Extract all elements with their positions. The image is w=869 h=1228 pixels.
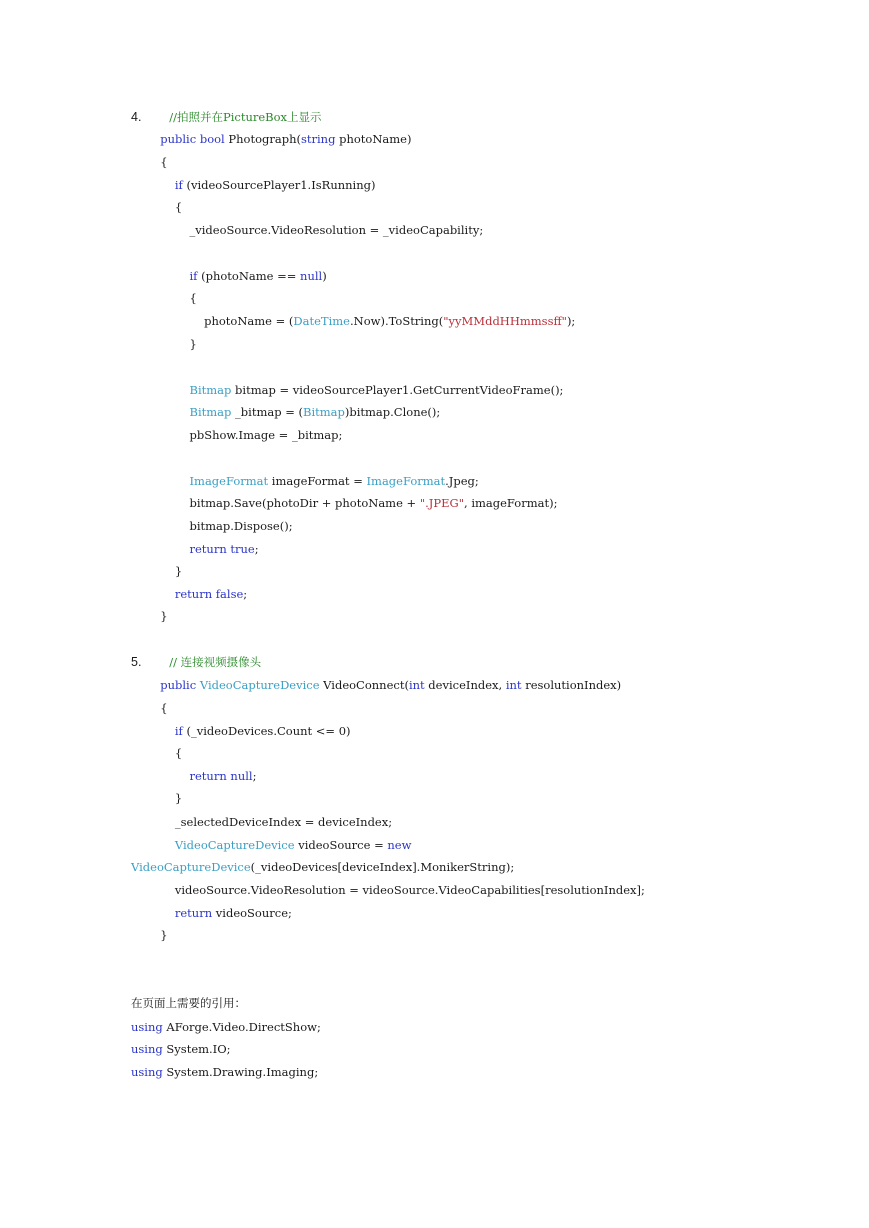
keyword-token: false	[215, 587, 244, 601]
code-text: bitmap = videoSourcePlayer1.GetCurrentVideoFrame();	[231, 383, 564, 397]
keyword-token: return	[189, 542, 227, 556]
code-text: Photograph(	[224, 132, 301, 146]
code-line	[131, 269, 327, 283]
code-text: .Now).ToString(	[349, 314, 444, 328]
type-token: VideoCaptureDevice	[199, 678, 320, 692]
keyword-token: return	[189, 769, 227, 783]
code-text	[131, 269, 190, 283]
code-line	[131, 428, 342, 442]
type-token: DateTime	[293, 314, 350, 328]
code-line	[131, 291, 197, 305]
code-text: 4.	[131, 110, 170, 124]
type-token: Bitmap	[189, 405, 232, 419]
code-text: }	[131, 337, 197, 351]
code-line	[131, 1042, 231, 1056]
code-text	[131, 724, 175, 738]
string-literal: "yyMMddHHmmssff"	[443, 314, 567, 328]
code-line	[131, 383, 563, 397]
code-text: ;	[243, 587, 248, 601]
code-text: .Jpeg;	[445, 474, 479, 488]
code-text: _videoSource.VideoResolution = _videoCapability;	[131, 223, 484, 237]
type-token: ImageFormat	[189, 474, 269, 488]
code-line	[131, 223, 483, 237]
code-line	[131, 200, 182, 214]
code-text: deviceIndex,	[424, 678, 506, 692]
comment-text: //拍照并在PictureBox上显示	[169, 110, 322, 124]
code-text: )	[322, 269, 327, 283]
string-literal: ".JPEG"	[419, 496, 465, 510]
code-line	[131, 178, 375, 192]
keyword-token: using	[131, 1042, 163, 1056]
code-line	[131, 587, 247, 601]
code-text	[131, 474, 190, 488]
code-text: {	[131, 701, 168, 715]
type-token: VideoCaptureDevice	[131, 860, 251, 874]
code-line	[131, 542, 259, 556]
code-line	[131, 314, 575, 328]
code-line	[131, 474, 479, 488]
code-line	[131, 132, 411, 146]
code-text: resolutionIndex)	[521, 678, 622, 692]
code-text: ;	[252, 769, 257, 783]
code-text: );	[566, 314, 576, 328]
keyword-token: public	[160, 678, 197, 692]
keyword-token: null	[300, 269, 323, 283]
keyword-token: if	[189, 269, 198, 283]
keyword-token: using	[131, 1065, 163, 1079]
code-line	[131, 519, 293, 533]
section-4-heading	[131, 110, 322, 124]
code-line	[131, 337, 197, 351]
code-line	[131, 769, 256, 783]
code-line	[131, 724, 351, 738]
keyword-token: true	[230, 542, 255, 556]
code-text	[131, 405, 190, 419]
type-token: Bitmap	[303, 405, 345, 419]
code-text: pbShow.Image = _bitmap;	[131, 428, 343, 442]
code-text	[131, 678, 160, 692]
code-text: 在页面上需要的引用：	[131, 996, 246, 1010]
references-intro	[131, 996, 246, 1010]
code-text: videoSource =	[294, 838, 388, 852]
comment-text: // 连接视频摄像头	[169, 655, 262, 669]
code-text: _selectedDeviceIndex = deviceIndex;	[131, 815, 393, 829]
code-text	[131, 542, 190, 556]
code-text: _bitmap = (	[231, 405, 303, 419]
code-text: (videoSourcePlayer1.IsRunning)	[182, 178, 376, 192]
section-5-heading	[131, 655, 261, 669]
code-text: bitmap.Save(photoDir + photoName +	[131, 496, 420, 510]
code-text: videoSource.VideoResolution = videoSource.VideoCapabilities[resolutionIndex];	[131, 883, 645, 897]
code-line	[131, 1065, 318, 1079]
keyword-token: bool	[199, 132, 225, 146]
code-text: }	[131, 564, 183, 578]
code-text: System.Drawing.Imaging;	[162, 1065, 319, 1079]
code-line	[131, 405, 440, 419]
keyword-token: int	[408, 678, 425, 692]
code-line	[131, 564, 182, 578]
code-line	[131, 791, 182, 805]
keyword-token: string	[300, 132, 336, 146]
code-line	[131, 883, 645, 897]
code-text: AForge.Video.DirectShow;	[162, 1020, 321, 1034]
code-text: bitmap.Dispose();	[131, 519, 293, 533]
type-token: Bitmap	[189, 383, 232, 397]
type-token: VideoCaptureDevice	[174, 838, 295, 852]
code-line	[131, 155, 168, 169]
code-line	[131, 678, 621, 692]
keyword-token: int	[505, 678, 522, 692]
code-text	[131, 383, 190, 397]
type-token: ImageFormat	[366, 474, 446, 488]
code-text: ;	[254, 542, 259, 556]
code-text: photoName)	[335, 132, 412, 146]
code-text: imageFormat =	[268, 474, 367, 488]
keyword-token: if	[174, 724, 183, 738]
code-text: photoName = (	[131, 314, 294, 328]
code-text	[131, 838, 175, 852]
code-text: 5.	[131, 655, 170, 669]
code-text: videoSource;	[212, 906, 292, 920]
code-text	[131, 769, 190, 783]
code-text	[131, 132, 160, 146]
code-text: )bitmap.Clone();	[344, 405, 441, 419]
code-text: System.IO;	[162, 1042, 231, 1056]
code-line	[131, 496, 557, 510]
code-text: (_videoDevices.Count <= 0)	[182, 724, 351, 738]
code-text: (photoName ==	[197, 269, 301, 283]
keyword-token: public	[160, 132, 197, 146]
code-line	[131, 701, 168, 715]
code-text	[131, 587, 175, 601]
keyword-token: return	[174, 906, 213, 920]
code-text	[131, 906, 175, 920]
code-line	[131, 838, 411, 852]
keyword-token: using	[131, 1020, 163, 1034]
code-text: {	[131, 155, 168, 169]
code-line	[131, 609, 168, 623]
code-text: {	[131, 200, 183, 214]
code-text: VideoConnect(	[319, 678, 409, 692]
code-text: {	[131, 291, 197, 305]
code-text: , imageFormat);	[464, 496, 558, 510]
code-line	[131, 860, 514, 874]
keyword-token: if	[174, 178, 183, 192]
code-text: }	[131, 609, 168, 623]
code-line	[131, 815, 392, 829]
code-text	[131, 178, 175, 192]
code-text: (_videoDevices[deviceIndex].MonikerString);	[250, 860, 515, 874]
keyword-token: new	[387, 838, 412, 852]
code-text: }	[131, 928, 168, 942]
code-line	[131, 906, 292, 920]
code-text: }	[131, 791, 183, 805]
code-line	[131, 928, 168, 942]
code-text: {	[131, 746, 183, 760]
keyword-token: null	[230, 769, 253, 783]
code-line	[131, 746, 182, 760]
keyword-token: return	[174, 587, 213, 601]
code-line	[131, 1020, 321, 1034]
